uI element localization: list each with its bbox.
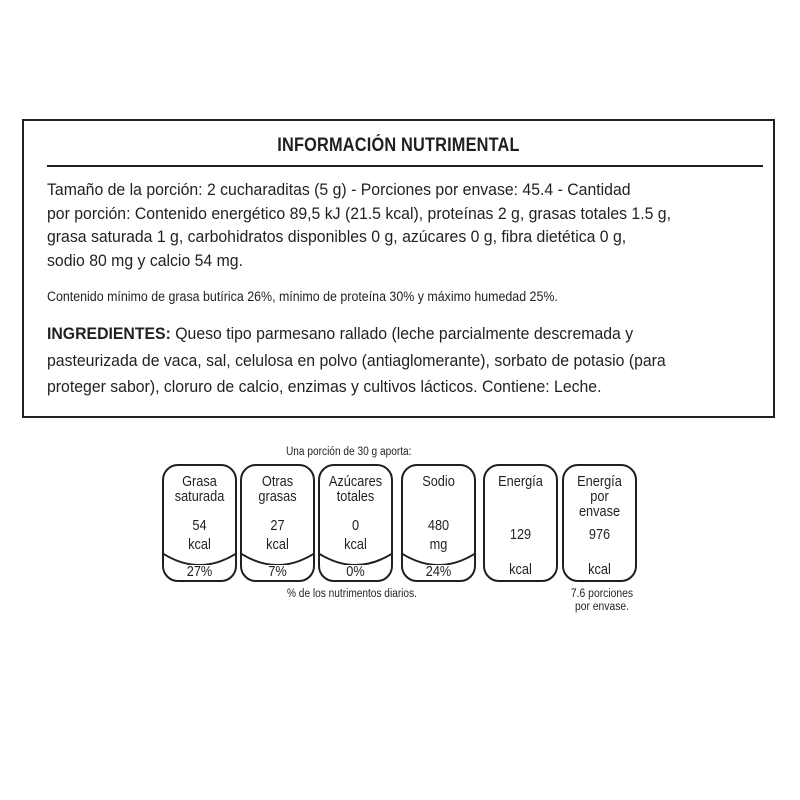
badge-label: Sodio	[422, 473, 455, 490]
badge-value: 54	[192, 517, 207, 534]
portions-text: 7.6 porciones	[570, 588, 634, 600]
badge-energy-per-pack	[562, 464, 637, 582]
badge-label: saturada	[174, 488, 225, 505]
portions-per-pack	[567, 588, 637, 614]
badge-energy	[483, 464, 558, 582]
badge-saturated-fat	[162, 464, 237, 582]
badge-unit: kcal	[588, 561, 611, 578]
badge-unit: kcal	[188, 536, 211, 553]
badge-value: 0	[351, 517, 360, 534]
badge-value: 480	[427, 517, 450, 534]
nutrition-line: Tamaño de la porción: 2 cucharaditas (5 g) - Porciones por envase: 45.4 - Cantidad	[47, 180, 631, 199]
badge-value: 129	[509, 526, 532, 543]
badge-percent: 0%	[346, 563, 365, 580]
front-label-header: Una porción de 30 g aporta:	[286, 446, 412, 458]
badge-unit: mg	[429, 536, 448, 553]
badge-value: 27	[270, 517, 285, 534]
badge-label: Energía	[498, 473, 543, 490]
nutrition-facts-text	[47, 178, 754, 272]
badge-other-fats	[240, 464, 315, 582]
badge-percent: 24%	[425, 563, 452, 580]
nutrition-line: por porción: Contenido energético 89,5 kJ (21.5 kcal), proteínas 2 g, grasas totales 1.5 g,	[47, 203, 671, 223]
badge-label: por envase	[578, 488, 621, 520]
ingredients-label: INGREDIENTES:	[47, 324, 171, 343]
badge-label: grasas	[258, 488, 297, 505]
badge-unit: kcal	[509, 561, 532, 578]
badge-label: totales	[336, 488, 375, 505]
portions-text: por envase.	[574, 601, 630, 613]
badge-sodium	[401, 464, 476, 582]
composition-note: Contenido mínimo de grasa butírica 26%, mínimo de proteína 30% y máximo humedad 25%.	[47, 289, 558, 304]
nutrition-info-panel	[22, 119, 775, 418]
badge-value: 976	[588, 526, 611, 543]
nutrition-line: sodio 80 mg y calcio 54 mg.	[47, 250, 243, 270]
badge-label: Otras	[261, 473, 294, 490]
panel-title: INFORMACIÓN NUTRIMENTAL	[277, 135, 520, 156]
badge-unit: kcal	[344, 536, 367, 553]
ingredients-line: pasteurizada de vaca, sal, celulosa en polvo (antiaglomerante), sorbato de potasio (para	[47, 350, 666, 370]
badge-unit: kcal	[266, 536, 289, 553]
daily-values-footnote: % de los nutrimentos diarios.	[287, 588, 417, 600]
badge-percent: 27%	[186, 563, 213, 580]
badge-label: Azúcares	[328, 473, 383, 490]
badge-percent: 7%	[268, 563, 287, 580]
badge-label: Energía	[577, 473, 622, 490]
nutrition-line: grasa saturada 1 g, carbohidratos disponibles 0 g, azúcares 0 g, fibra dietética 0 g,	[47, 227, 627, 246]
ingredients-text	[47, 321, 754, 401]
badge-total-sugars	[318, 464, 393, 582]
title-divider	[47, 165, 763, 167]
ingredients-line: Queso tipo parmesano rallado (leche parcialmente descremada y	[170, 324, 634, 343]
badge-label: Grasa	[182, 473, 217, 490]
ingredients-line: proteger sabor), cloruro de calcio, enzimas y cultivos lácticos. Contiene: Leche.	[47, 377, 602, 396]
